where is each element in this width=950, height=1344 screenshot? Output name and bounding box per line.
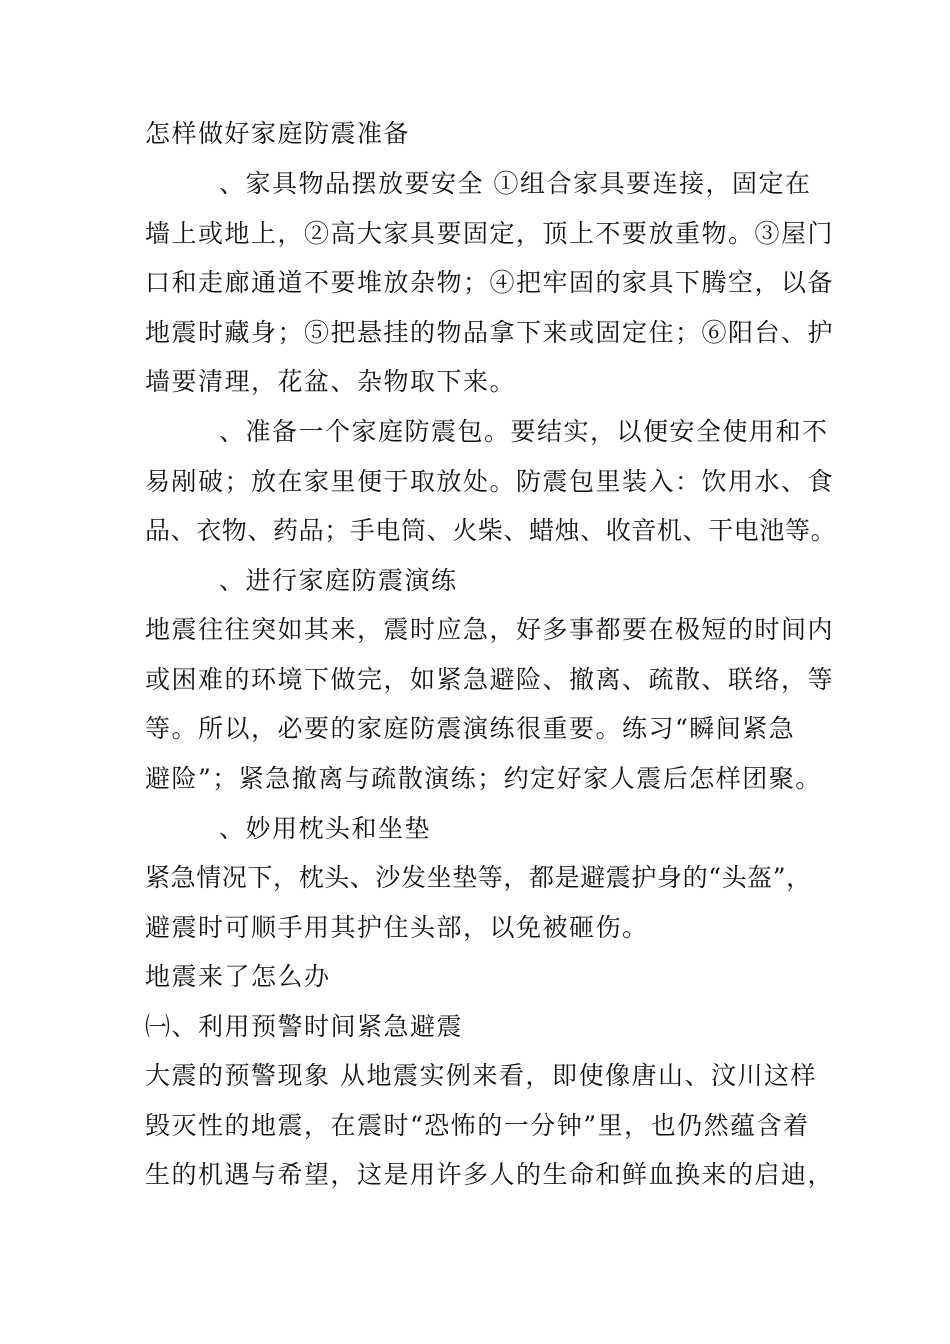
section-heading: 、进行家庭防震演练 bbox=[219, 566, 458, 595]
paragraph-line: 品、衣物、药品；手电筒、火柴、蜡烛、收音机、干电池等。 bbox=[145, 516, 837, 545]
paragraph-line: 毁灭性的地震，在震时“恐怖的一分钟”里，也仍然蕴含着 bbox=[145, 1111, 810, 1140]
paragraph-line: 墙上或地上，②高大家具要固定，顶上不要放重物。③屋门 bbox=[145, 219, 835, 248]
section-heading: 、妙用枕头和坐垫 bbox=[219, 814, 432, 843]
paragraph-line: 生的机遇与希望，这是用许多人的生命和鲜血换来的启迪， bbox=[145, 1160, 835, 1189]
paragraph-line: 、准备一个家庭防震包。要结实，以便安全使用和不 bbox=[219, 417, 829, 446]
paragraph-line: 紧急情况下，枕头、沙发坐垫等，都是避震护身的“头盔”， bbox=[145, 863, 812, 892]
paragraph-line: 或困难的环境下做完，如紧急避险、撤离、疏散、联络，等 bbox=[145, 665, 835, 694]
paragraph-line: 避震时可顺手用其护住头部，以免被砸伤。 bbox=[145, 913, 649, 942]
paragraph-line: 等。所以，必要的家庭防震演练很重要。练习“瞬间紧急 bbox=[145, 714, 796, 743]
section-heading: ㈠、利用预警时间紧急避震 bbox=[145, 1012, 464, 1041]
paragraph-line: 、家具物品摆放要安全 ①组合家具要连接，固定在 bbox=[219, 169, 812, 198]
paragraph-line: 大震的预警现象 从地震实例来看，即使像唐山、汶川这样 bbox=[145, 1061, 817, 1090]
paragraph-line: 墙要清理，花盆、杂物取下来。 bbox=[145, 367, 517, 396]
paragraph-line: 易剐破；放在家里便于取放处。防震包里装入：饮用水、食 bbox=[145, 467, 835, 496]
paragraph-line: 避险”；紧急撤离与疏散演练；约定好家人震后怎样团聚。 bbox=[145, 764, 822, 793]
paragraph-line: 地震时藏身；⑤把悬挂的物品拿下来或固定住；⑥阳台、护 bbox=[145, 318, 835, 347]
heading-home-preparation: 怎样做好家庭防震准备 bbox=[145, 119, 411, 148]
paragraph-line: 地震往往突如其来，震时应急，好多事都要在极短的时间内 bbox=[145, 615, 835, 644]
paragraph-line: 口和走廊通道不要堆放杂物；④把牢固的家具下腾空，以备 bbox=[145, 268, 835, 297]
heading-what-to-do: 地震来了怎么办 bbox=[145, 962, 331, 991]
